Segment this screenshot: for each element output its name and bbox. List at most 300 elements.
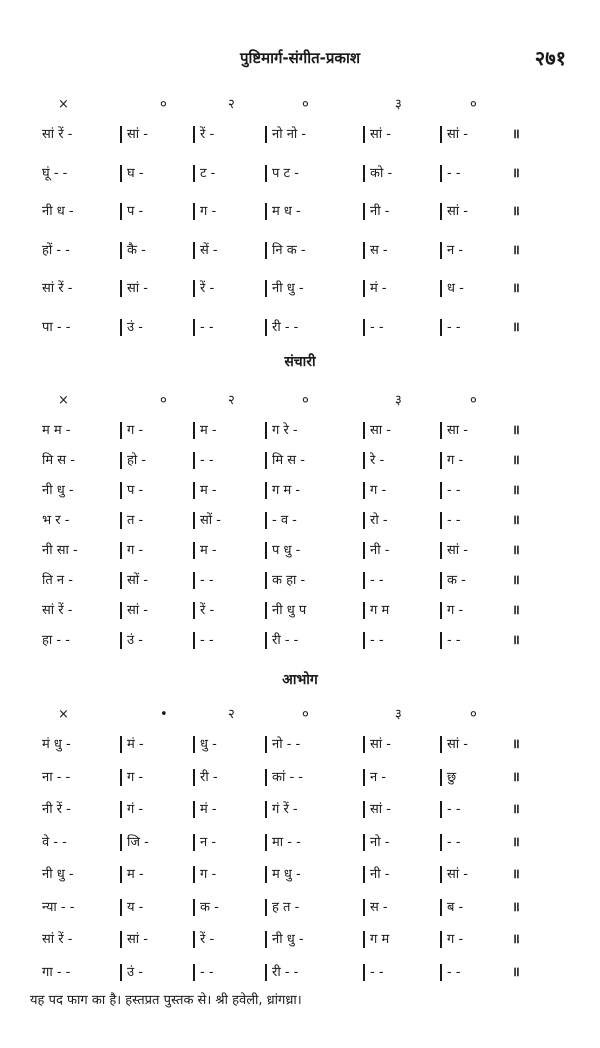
note-group: - - xyxy=(200,320,214,335)
note-group: प - xyxy=(127,483,144,498)
note-group: म - xyxy=(127,867,144,882)
note-group: - - xyxy=(200,573,214,588)
bar-line xyxy=(265,165,267,182)
bar-line xyxy=(363,542,365,559)
taal-marker: × xyxy=(58,97,69,112)
notation-row xyxy=(0,240,600,262)
note-group: - - xyxy=(200,453,214,468)
end-mark: ॥ xyxy=(512,543,521,558)
note-group: सां - xyxy=(447,127,468,142)
note-group: - - xyxy=(200,965,214,980)
note-group: सां - xyxy=(447,543,468,558)
notation-row xyxy=(0,420,600,442)
note-group: म - xyxy=(200,543,217,558)
note-group: त - xyxy=(127,513,144,528)
bar-line xyxy=(440,242,442,259)
bar-line xyxy=(120,126,122,143)
notation-row xyxy=(0,767,600,789)
note-group: नी धु प xyxy=(272,603,307,618)
bar-line xyxy=(120,866,122,883)
taal-marker: २ xyxy=(228,707,235,722)
note-group: घ - xyxy=(127,166,144,181)
note-group: मं - xyxy=(370,281,387,296)
end-mark: ॥ xyxy=(512,320,521,335)
taal-marker-row xyxy=(0,704,600,726)
bar-line xyxy=(193,452,195,469)
bar-line xyxy=(265,542,267,559)
note-group: सां - xyxy=(370,127,391,142)
note-group: मि स - xyxy=(272,453,305,468)
bar-line xyxy=(265,126,267,143)
note-group: छु xyxy=(447,770,457,785)
notation-row xyxy=(0,540,600,562)
bar-line xyxy=(440,931,442,948)
end-mark: ॥ xyxy=(512,423,521,438)
note-group: म ध - xyxy=(272,204,301,219)
note-group: मा - - xyxy=(272,835,301,850)
notation-row xyxy=(0,570,600,592)
note-group: सां - xyxy=(447,204,468,219)
end-mark: ॥ xyxy=(512,603,521,618)
end-mark: ॥ xyxy=(512,965,521,980)
bar-line xyxy=(265,866,267,883)
note-group: पा - - xyxy=(42,320,71,335)
notation-row xyxy=(0,832,600,854)
note-group: ग - xyxy=(447,603,464,618)
end-mark: ॥ xyxy=(512,483,521,498)
note-group: रें - xyxy=(200,603,215,618)
note-group: सां रें - xyxy=(42,932,73,947)
bar-line xyxy=(440,512,442,529)
bar-line xyxy=(120,736,122,753)
bar-line xyxy=(193,866,195,883)
bar-line xyxy=(120,572,122,589)
bar-line xyxy=(363,242,365,259)
notation-row xyxy=(0,864,600,886)
taal-marker: ० xyxy=(160,97,167,112)
notation-row xyxy=(0,962,600,984)
bar-line xyxy=(193,319,195,336)
bar-line xyxy=(440,602,442,619)
note-group: ग म - xyxy=(272,483,301,498)
bar-line xyxy=(193,422,195,439)
taal-marker: × xyxy=(58,707,69,722)
note-group: क हा - xyxy=(272,573,306,588)
end-mark: ॥ xyxy=(512,204,521,219)
bar-line xyxy=(363,931,365,948)
note-group: ग - xyxy=(127,770,144,785)
bar-line xyxy=(440,736,442,753)
note-group: - - xyxy=(370,573,384,588)
note-group: - - xyxy=(447,633,461,648)
note-group: ग - xyxy=(447,453,464,468)
bar-line xyxy=(440,126,442,143)
note-group: ग - xyxy=(127,543,144,558)
note-group: घूं - - xyxy=(42,166,68,181)
end-mark: ॥ xyxy=(512,867,521,882)
bar-line xyxy=(440,203,442,220)
bar-line xyxy=(440,866,442,883)
note-group: नि क - xyxy=(272,243,306,258)
bar-line xyxy=(440,422,442,439)
note-group: सां रें - xyxy=(42,127,73,142)
bar-line xyxy=(265,242,267,259)
note-group: सां - xyxy=(127,127,148,142)
bar-line xyxy=(440,834,442,851)
note-group: रें - xyxy=(200,127,215,142)
bar-line xyxy=(440,280,442,297)
bar-line xyxy=(265,769,267,786)
note-group: म - xyxy=(200,423,217,438)
note-group: - - xyxy=(447,965,461,980)
taal-marker: ३ xyxy=(395,97,402,112)
bar-line xyxy=(363,512,365,529)
end-mark: ॥ xyxy=(512,802,521,817)
note-group: मं - xyxy=(200,802,217,817)
note-group: स - xyxy=(370,243,388,258)
notation-row xyxy=(0,897,600,919)
notation-row xyxy=(0,480,600,502)
taal-marker-row xyxy=(0,94,600,116)
note-group: रें - xyxy=(200,932,215,947)
bar-line xyxy=(120,165,122,182)
note-group: को - xyxy=(370,166,393,181)
taal-marker: ० xyxy=(470,97,477,112)
bar-line xyxy=(193,931,195,948)
note-group: य - xyxy=(127,900,144,915)
note-group: सें - xyxy=(200,243,218,258)
note-group: री - - xyxy=(272,633,299,648)
note-group: सों - xyxy=(200,513,221,528)
note-group: न - xyxy=(370,770,387,785)
bar-line xyxy=(440,632,442,649)
note-group: - - xyxy=(447,483,461,498)
bar-line xyxy=(193,769,195,786)
bar-line xyxy=(193,203,195,220)
note-group: सां - xyxy=(127,281,148,296)
bar-line xyxy=(193,801,195,818)
note-group: नो - - xyxy=(272,737,301,752)
note-group: गं - xyxy=(127,802,144,817)
bar-line xyxy=(363,482,365,499)
bar-line xyxy=(120,602,122,619)
note-group: न - xyxy=(447,243,464,258)
note-group: हों - - xyxy=(42,243,70,258)
note-group: कां - - xyxy=(272,770,303,785)
note-group: धु - xyxy=(200,737,217,752)
note-group: नो नो - xyxy=(272,127,307,142)
note-group: ना - - xyxy=(42,770,71,785)
bar-line xyxy=(363,899,365,916)
bar-line xyxy=(193,572,195,589)
note-group: - - xyxy=(447,802,461,817)
note-group: क - xyxy=(200,900,219,915)
bar-line xyxy=(120,632,122,649)
note-group: नी - xyxy=(370,867,390,882)
note-group: - - xyxy=(370,320,384,335)
note-group: री - xyxy=(200,770,218,785)
taal-marker: • xyxy=(160,707,168,722)
page-number: २७१ xyxy=(534,46,566,70)
note-group: रो - xyxy=(370,513,388,528)
note-group: ग - xyxy=(200,204,217,219)
note-group: - - xyxy=(447,320,461,335)
bar-line xyxy=(265,736,267,753)
taal-marker: ० xyxy=(470,393,477,408)
end-mark: ॥ xyxy=(512,770,521,785)
note-group: ब - xyxy=(447,900,464,915)
bar-line xyxy=(363,126,365,143)
note-group: ति न - xyxy=(42,573,73,588)
note-group: मं धु - xyxy=(42,737,71,752)
end-mark: ॥ xyxy=(512,243,521,258)
end-mark: ॥ xyxy=(512,932,521,947)
note-group: हो - xyxy=(127,453,147,468)
end-mark: ॥ xyxy=(512,633,521,648)
note-group: - - xyxy=(447,166,461,181)
note-group: जि - xyxy=(127,835,149,850)
bar-line xyxy=(265,899,267,916)
note-group: सा - xyxy=(370,423,391,438)
note-group: भ र - xyxy=(42,513,70,528)
note-group: सां - xyxy=(370,737,391,752)
section-heading: आभोग xyxy=(282,672,318,688)
taal-marker: ० xyxy=(302,97,309,112)
note-group: क - xyxy=(447,573,466,588)
note-group: रे - xyxy=(370,453,385,468)
note-group: सां - xyxy=(127,603,148,618)
note-group: सां - xyxy=(447,867,468,882)
note-group: सां - xyxy=(370,802,391,817)
note-group: कै - xyxy=(127,243,146,258)
note-group: - - xyxy=(370,965,384,980)
taal-marker: ० xyxy=(302,707,309,722)
note-group: नी धु - xyxy=(42,867,74,882)
taal-marker: २ xyxy=(228,393,235,408)
bar-line xyxy=(265,319,267,336)
bar-line xyxy=(265,572,267,589)
note-group: ग रे - xyxy=(272,423,298,438)
bar-line xyxy=(440,319,442,336)
bar-line xyxy=(363,602,365,619)
note-group: ग म xyxy=(370,603,390,618)
end-mark: ॥ xyxy=(512,166,521,181)
note-group: ग - xyxy=(200,867,217,882)
taal-marker: ० xyxy=(160,393,167,408)
notation-row xyxy=(0,317,600,339)
bar-line xyxy=(440,482,442,499)
note-group: उं - xyxy=(127,633,143,648)
bar-line xyxy=(193,242,195,259)
bar-line xyxy=(193,736,195,753)
bar-line xyxy=(193,482,195,499)
bar-line xyxy=(363,769,365,786)
bar-line xyxy=(193,280,195,297)
bar-line xyxy=(120,801,122,818)
note-group: - - xyxy=(370,633,384,648)
note-group: नी - xyxy=(370,204,390,219)
note-group: ट - xyxy=(200,166,216,181)
note-group: उं - xyxy=(127,320,143,335)
bar-line xyxy=(363,964,365,981)
bar-line xyxy=(265,931,267,948)
bar-line xyxy=(265,602,267,619)
bar-line xyxy=(120,931,122,948)
bar-line xyxy=(193,964,195,981)
bar-line xyxy=(440,964,442,981)
note-group: सां - xyxy=(127,932,148,947)
bar-line xyxy=(193,899,195,916)
notation-row xyxy=(0,630,600,652)
bar-line xyxy=(265,422,267,439)
notation-row xyxy=(0,201,600,223)
bar-line xyxy=(120,834,122,851)
note-group: म धु - xyxy=(272,867,301,882)
note-group: प धु - xyxy=(272,543,301,558)
bar-line xyxy=(193,542,195,559)
bar-line xyxy=(265,801,267,818)
taal-marker: ० xyxy=(470,707,477,722)
end-mark: ॥ xyxy=(512,127,521,142)
note-group: सों - xyxy=(127,573,148,588)
note-group: नी ध - xyxy=(42,204,74,219)
note-group: ग - xyxy=(447,932,464,947)
bar-line xyxy=(120,964,122,981)
note-group: नी धु - xyxy=(272,932,304,947)
bar-line xyxy=(363,280,365,297)
bar-line xyxy=(193,602,195,619)
bar-line xyxy=(120,899,122,916)
bar-line xyxy=(265,482,267,499)
bar-line xyxy=(265,512,267,529)
bar-line xyxy=(363,319,365,336)
bar-line xyxy=(363,203,365,220)
bar-line xyxy=(120,319,122,336)
notation-row xyxy=(0,124,600,146)
bar-line xyxy=(363,165,365,182)
notation-row xyxy=(0,929,600,951)
note-group: नी सा - xyxy=(42,543,78,558)
bar-line xyxy=(440,769,442,786)
notation-row xyxy=(0,510,600,532)
bar-line xyxy=(265,203,267,220)
bar-line xyxy=(193,834,195,851)
page-header-title: पुष्टिमार्ग-संगीत-प्रकाश xyxy=(239,49,361,67)
note-group: हा - - xyxy=(42,633,70,648)
bar-line xyxy=(193,126,195,143)
section-heading: संचारी xyxy=(284,354,316,370)
bar-line xyxy=(265,632,267,649)
bar-line xyxy=(120,452,122,469)
bar-line xyxy=(120,769,122,786)
note-group: सा - xyxy=(447,423,468,438)
note-group: म म - xyxy=(42,423,71,438)
bar-line xyxy=(120,280,122,297)
note-group: वे - - xyxy=(42,835,67,850)
bar-line xyxy=(440,452,442,469)
note-group: - व - xyxy=(272,513,297,528)
note-group: - - xyxy=(200,633,214,648)
bar-line xyxy=(120,242,122,259)
note-group: प - xyxy=(127,204,144,219)
note-group: सां रें - xyxy=(42,281,73,296)
bar-line xyxy=(440,899,442,916)
end-mark: ॥ xyxy=(512,835,521,850)
note-group: ग - xyxy=(370,483,387,498)
notation-row xyxy=(0,163,600,185)
bar-line xyxy=(120,542,122,559)
bar-line xyxy=(363,801,365,818)
bar-line xyxy=(120,203,122,220)
bar-line xyxy=(120,422,122,439)
notation-row xyxy=(0,799,600,821)
note-group: ह त - xyxy=(272,900,300,915)
taal-marker: २ xyxy=(228,97,235,112)
note-group: ध - xyxy=(447,281,464,296)
end-mark: ॥ xyxy=(512,900,521,915)
note-group: री - - xyxy=(272,320,299,335)
bar-line xyxy=(363,632,365,649)
note-group: न - xyxy=(200,835,217,850)
note-group: नो - xyxy=(370,835,390,850)
bar-line xyxy=(363,866,365,883)
taal-marker: ३ xyxy=(395,393,402,408)
bar-line xyxy=(363,834,365,851)
taal-marker: ३ xyxy=(395,707,402,722)
bar-line xyxy=(193,165,195,182)
footer-note: यह पद फाग का है। हस्तप्रत पुस्तक से। श्री हवेली, ध्रांगध्रा। xyxy=(30,993,302,1008)
bar-line xyxy=(193,512,195,529)
bar-line xyxy=(265,452,267,469)
end-mark: ॥ xyxy=(512,513,521,528)
note-group: नी धु - xyxy=(272,281,304,296)
note-group: रें - xyxy=(200,281,215,296)
end-mark: ॥ xyxy=(512,737,521,752)
note-group: उं - xyxy=(127,965,143,980)
note-group: गा - - xyxy=(42,965,71,980)
note-group: न्या - - xyxy=(42,900,75,915)
note-group: नी - xyxy=(370,543,390,558)
note-group: स - xyxy=(370,900,388,915)
note-group: नी धु - xyxy=(42,483,74,498)
bar-line xyxy=(363,452,365,469)
note-group: - - xyxy=(447,513,461,528)
notation-row xyxy=(0,450,600,472)
end-mark: ॥ xyxy=(512,281,521,296)
bar-line xyxy=(363,572,365,589)
notation-row xyxy=(0,734,600,756)
end-mark: ॥ xyxy=(512,453,521,468)
taal-marker-row xyxy=(0,390,600,412)
notation-row xyxy=(0,600,600,622)
taal-marker: × xyxy=(58,393,69,408)
bar-line xyxy=(120,482,122,499)
note-group: मं - xyxy=(127,737,144,752)
bar-line xyxy=(440,542,442,559)
note-group: प ट - xyxy=(272,166,299,181)
note-group: री - - xyxy=(272,965,299,980)
bar-line xyxy=(265,964,267,981)
bar-line xyxy=(265,834,267,851)
note-group: मि स - xyxy=(42,453,75,468)
note-group: ग म xyxy=(370,932,390,947)
note-group: ग - xyxy=(127,423,144,438)
note-group: म - xyxy=(200,483,217,498)
bar-line xyxy=(440,801,442,818)
note-group: - - xyxy=(447,835,461,850)
notation-row xyxy=(0,278,600,300)
bar-line xyxy=(440,165,442,182)
